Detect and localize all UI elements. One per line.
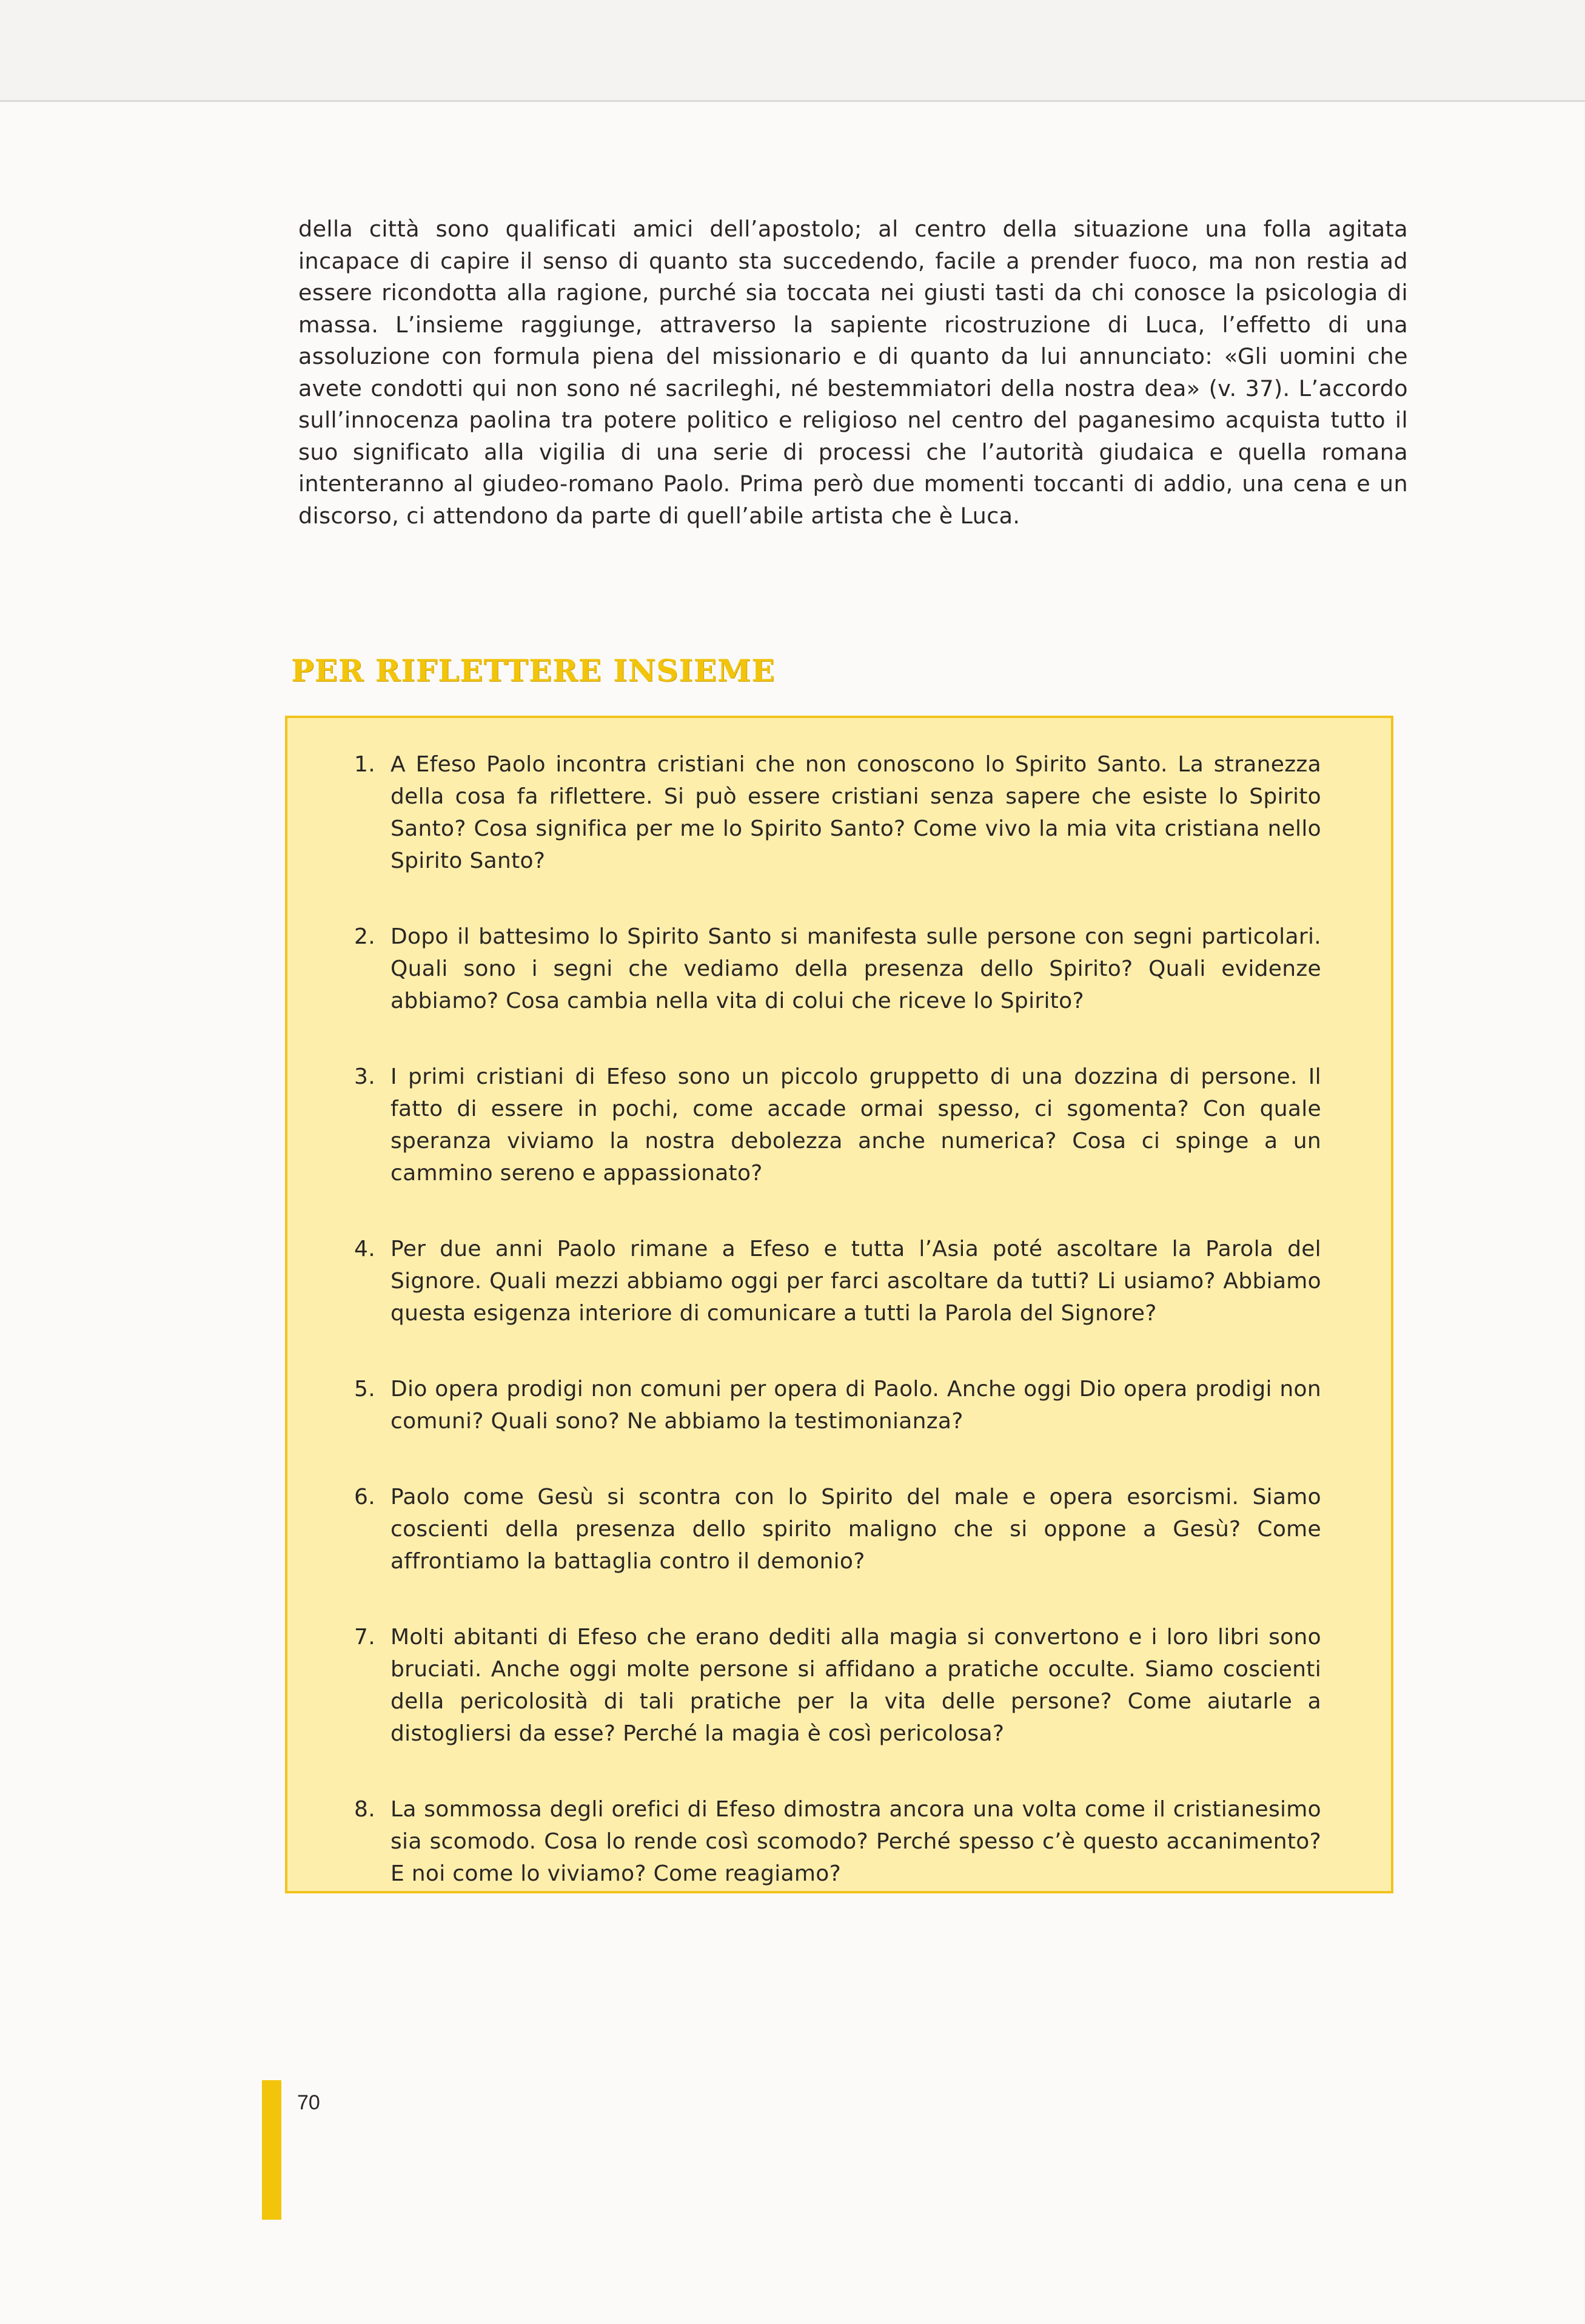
question-text: A Efeso Paolo incontra cristiani che non conoscono lo Spirito Santo. La stranezza della cosa fa riflettere. Si può essere cristiani senza sapere che esiste lo Spirito Santo? Cosa significa per me lo Spirito Santo? Come vivo la mia vita cristiana nello Spirito Santo?	[390, 752, 1321, 873]
questions-list	[354, 748, 1321, 1890]
question-item	[354, 1233, 1321, 1329]
question-number: 2.	[354, 924, 375, 949]
page-number: 70	[297, 2091, 320, 2114]
question-text: I primi cristiani di Efeso sono un piccolo gruppetto di una dozzina di persone. Il fatto di essere in pochi, come accade ormai spesso, ci sgomenta? Con quale speranza viviamo la nostra debolezza anche numerica? Cosa ci spinge a un cammino sereno e appassionato?	[390, 1064, 1321, 1186]
question-text: Dio opera prodigi non comuni per opera di Paolo. Anche oggi Dio opera prodigi non comuni? Quali sono? Ne abbiamo la testimonianza?	[390, 1377, 1321, 1434]
question-text: Dopo il battesimo lo Spirito Santo si manifesta sulle persone con segni particolari. Quali sono i segni che vediamo della presenza dello Spirito? Quali evidenze abbiamo? Cosa cambia nella vita di colui che riceve lo Spirito?	[390, 924, 1321, 1013]
question-number: 6.	[354, 1485, 375, 1510]
questions-box	[285, 716, 1393, 1893]
question-number: 7.	[354, 1625, 375, 1650]
question-item	[354, 1061, 1321, 1189]
question-item	[354, 1621, 1321, 1750]
scan-top-edge	[0, 0, 1585, 102]
question-item	[354, 1793, 1321, 1890]
question-text: La sommossa degli orefici di Efeso dimostra ancora una volta come il cristianesimo sia scomodo. Cosa lo rende così scomodo? Perché spesso c’è questo accanimento? E noi come lo viviamo? Come reagiamo?	[390, 1797, 1321, 1886]
question-item	[354, 1373, 1321, 1437]
question-number: 3.	[354, 1064, 375, 1089]
question-item	[354, 921, 1321, 1017]
question-number: 5.	[354, 1377, 375, 1402]
question-number: 4.	[354, 1237, 375, 1261]
question-text: Per due anni Paolo rimane a Efeso e tutta l’Asia poté ascoltare la Parola del Signore. Quali mezzi abbiamo oggi per farci ascoltare da tutti? Li usiamo? Abbiamo questa esigenza interiore di comunicare a tutti la Parola del Signore?	[390, 1237, 1321, 1326]
section-title: PER RIFLETTERE INSIEME	[291, 653, 776, 688]
question-number: 1.	[354, 752, 375, 777]
question-number: 8.	[354, 1797, 375, 1822]
intro-paragraph: della città sono qualificati amici dell’apostolo; al centro della situazione una folla agitata incapace di capire il senso di quanto sta succedendo, facile a prender fuoco, ma non restia ad essere ricondotta alla ragione, purché sia toccata nei giusti tasti da chi conosce la psicologia di massa. L’insieme raggiunge, attraverso la sapiente ricostruzione di Luca, l’effetto di una assoluzione con formula piena del missionario e di quanto da lui annunciato: «Gli uomini che avete condotti qui non sono né sacrileghi, né bestemmiatori della nostra dea» (v. 37). L’accordo sull’innocenza paolina tra potere politico e religioso nel centro del paganesimo acquista tutto il suo significato alla vigilia di una serie di processi che l’autorità giudaica e quella romana intenteranno al giudeo-romano Paolo. Prima però due momenti toccanti di addio, una cena e un discorso, ci attendono da parte di quell’abile artista che è Luca.	[298, 216, 1408, 529]
page-number-bar	[262, 2080, 281, 2220]
question-item	[354, 748, 1321, 877]
question-text: Molti abitanti di Efeso che erano dediti alla magia si convertono e i loro libri sono bruciati. Anche oggi molte persone si affidano a pratiche occulte. Siamo coscienti della pericolosità di tali pratiche per la vita delle persone? Come aiutarle a distogliersi da esse? Perché la magia è così pericolosa?	[390, 1625, 1321, 1746]
question-text: Paolo come Gesù si scontra con lo Spirito del male e opera esorcismi. Siamo coscienti della presenza dello spirito maligno che si oppone a Gesù? Come affrontiamo la battaglia contro il demonio?	[390, 1485, 1321, 1574]
question-item	[354, 1481, 1321, 1577]
